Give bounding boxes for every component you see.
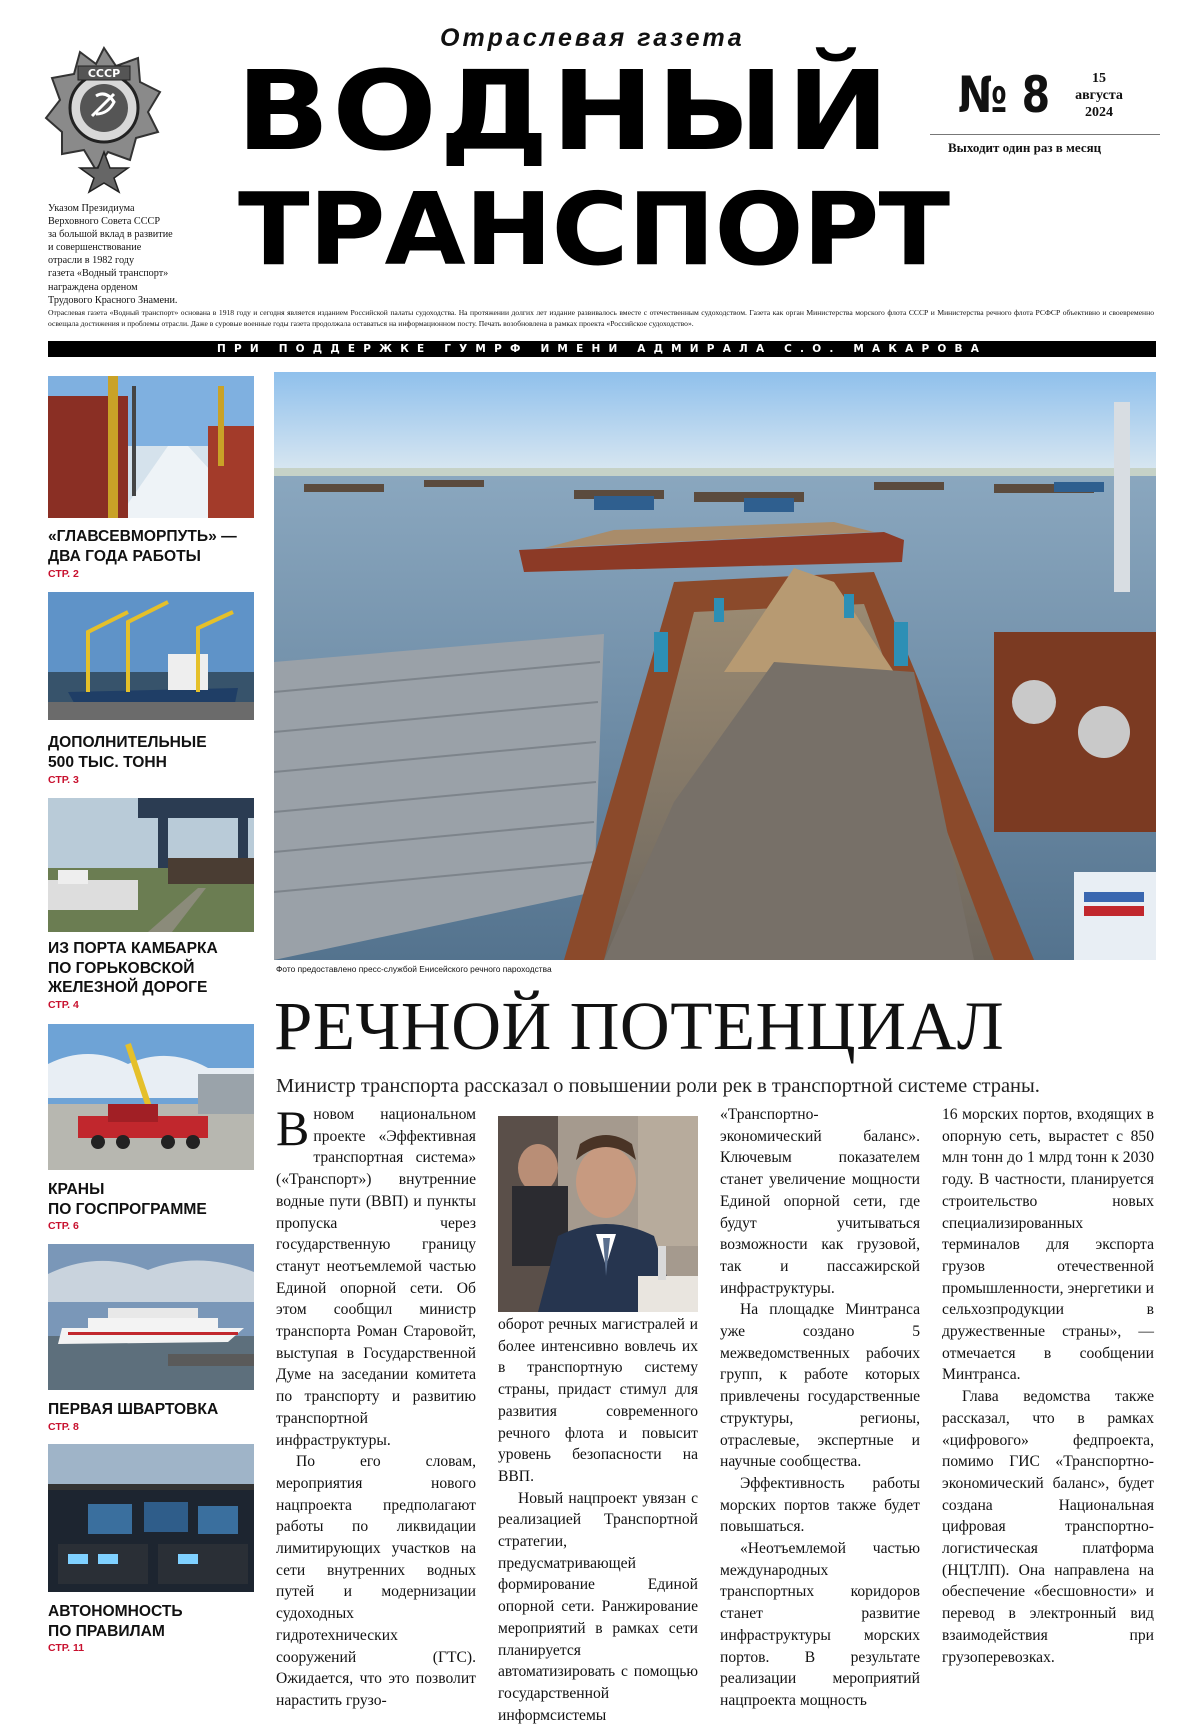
article-paragraph: Вновом национальном проекте «Эффективная транспортная система» («Транспорт») внутренние водные пути (ВВП) и пункты пропуска через государственную границу станут неотъемлемой частью Единой опорной сети. Об этом сообщил министр транспорта Роман Старовойт, выступая в Государственной Думе на заседании комитета по транспорту и развитию транспортной инфраструктуры.: [276, 1100, 476, 1449]
minister-photo: [498, 1116, 698, 1312]
article-headline: РЕЧНОЙ ПОТЕНЦИАЛ: [274, 988, 1005, 1064]
article-column-2: [498, 1314, 698, 1726]
award-note: Указом Президиума Верховного Совета СССР за большой вклад в развитие и совершенствование отрасли в 1982 году газета «Водный транспорт» награждена орденом Трудового Красного Знамени.: [48, 203, 178, 306]
support-bar: ПРИ ПОДДЕРЖКЕ ГУМРФ ИМЕНИ АДМИРАЛА С.О. МАКАРОВА: [48, 341, 1156, 357]
sidebar-page-2[interactable]: СТР. 3: [48, 774, 79, 786]
masthead-subtitle: Отраслевая газета: [440, 24, 745, 52]
lead-photo-gravel-barges: [274, 372, 1156, 960]
about-paper: Отраслевая газета «Водный транспорт» основана в 1918 году и сегодня является изданием Российской палаты судоходства. На протяжении долгих лет издание развивалось вместе с отечественным судоходством. Газета как орган Министерства морского флота СССР и Министерства речного флота РСФСР объективно и своевременно освещала достижения и проблемы отрасли. Даже в суровые военные годы газета продолжала оставаться на информационном посту. Печать возобновлена в рамках проекта «Российское судоходство».: [48, 308, 1154, 328]
article-paragraph: Новый нацпроект увязан с реализацией Транспортной стратегии, предусматривающей формирование Единой опорной сети. Ранжирование мероприятий в рамках сети планируется автоматизировать с помощью государственной информсистемы: [498, 1489, 698, 1724]
sidebar-headline-4[interactable]: КРАНЫ ПО ГОСПРОГРАММЕ: [48, 1181, 207, 1218]
drop-cap: В: [276, 1100, 310, 1156]
article-column-1: [276, 1100, 476, 1712]
sidebar-headline-3[interactable]: ИЗ ПОРТА КАМБАРКА ПО ГОРЬКОВСКОЙ ЖЕЛЕЗНОЙ ДОРОГЕ: [48, 940, 218, 996]
sidebar-page-4[interactable]: СТР. 6: [48, 1220, 79, 1232]
sidebar-page-1[interactable]: СТР. 2: [48, 568, 79, 580]
masthead-title-line1: ВОДНЫЙ: [236, 47, 892, 175]
sidebar-image-bridge-console[interactable]: [48, 1444, 254, 1592]
photo-credit: Фото предоставлено пресс-службой Енисейского речного пароходства: [276, 964, 552, 974]
issue-divider: [930, 134, 1160, 135]
article-paragraph: «Транспортно-экономический баланс». Ключевым показателем станет увеличение мощности Единой опорной сети, где будут учитываться возможности как грузовой, так и пассажирской инфраструктуры.: [720, 1106, 920, 1297]
article-paragraph: По его словам, мероприятия нового нацпроекта предполагают работы по ликвидации лимитирующих участков на сети внутренних водных путей и модернизации судоходных гидротехнических сооружений (ГТС). Ожидается, что это позволит нарастить грузо-: [276, 1453, 476, 1709]
article-paragraph: Эффективность работы морских портов также будет повышаться.: [720, 1474, 920, 1536]
sidebar-image-rail-port[interactable]: [48, 798, 254, 932]
order-emblem: [44, 44, 164, 194]
sidebar-page-6[interactable]: СТР. 11: [48, 1642, 85, 1654]
article-column-4: [942, 1104, 1154, 1668]
sidebar-image-cruise-ship[interactable]: [48, 1244, 254, 1390]
article-paragraph: Глава ведомства также рассказал, что в рамках «цифрового» федпроекта, помимо ГИС «Транспортно-экономический баланс», будет создана Национальная цифровая транспортно-логистическая платформа (НЦТЛП). Она направлена на обеспечение «бесшовности» и перевод в электронный вид взаимодействия при грузоперевозках.: [942, 1388, 1154, 1666]
emblem-label: СССР: [87, 67, 121, 80]
masthead-title-line2: ТРАНСПОРТ: [238, 171, 950, 288]
sidebar-headline-5[interactable]: ПЕРВАЯ ШВАРТОВКА: [48, 1401, 219, 1418]
issue-frequency: Выходит один раз в месяц: [948, 140, 1102, 155]
sidebar-image-crane-trailer[interactable]: [48, 1024, 254, 1170]
sidebar-headline-1[interactable]: «ГЛАВСЕВМОРПУТЬ» — ДВА ГОДА РАБОТЫ: [48, 528, 237, 565]
article-paragraph: На площадке Минтранса уже создано 5 межведомственных рабочих групп, к работе которых привлечены государственные структуры, регионы, отраслевые, экспертные и научные сообщества.: [720, 1301, 920, 1471]
sidebar-headline-2[interactable]: ДОПОЛНИТЕЛЬНЫЕ 500 ТЫС. ТОНН: [48, 734, 207, 771]
sidebar-image-icebreaker[interactable]: [48, 376, 254, 518]
sidebar-page-3[interactable]: СТР. 4: [48, 999, 79, 1011]
sidebar-image-port-cranes[interactable]: [48, 592, 254, 720]
article-paragraph: 16 морских портов, входящих в опорную сеть, вырастет с 850 млн тонн до 1 млрд тонн к 2030 году. В частности, планируется строительство новых специализированных терминалов для экспорта грузов отечественной промышленности, энергетики и сельхозпродукции в дружественные страны», — отмечается в сообщении Минтранса.: [942, 1106, 1154, 1384]
sidebar-page-5[interactable]: СТР. 8: [48, 1421, 79, 1433]
article-standfirst: Министр транспорта рассказал о повышении роли рек в транспортной системе страны.: [276, 1075, 1040, 1097]
sidebar-headline-6[interactable]: АВТОНОМНОСТЬ ПО ПРАВИЛАМ: [48, 1603, 183, 1640]
article-paragraph: оборот речных магистралей и более интенсивно вовлечь их в транспортную систему страны, придаст стимул для развития современного речного флота и повысит уровень безопасности на ВВП.: [498, 1316, 698, 1485]
article-paragraph: «Неотъемлемой частью международных транспортных коридоров станет развитие инфраструктуры морских портов. В результате реализации мероприятий нацпроекта мощность: [720, 1540, 920, 1709]
issue-number: № 8: [958, 66, 1051, 124]
issue-date: 15 августа 2024: [1075, 71, 1123, 120]
article-column-3: [720, 1104, 920, 1712]
